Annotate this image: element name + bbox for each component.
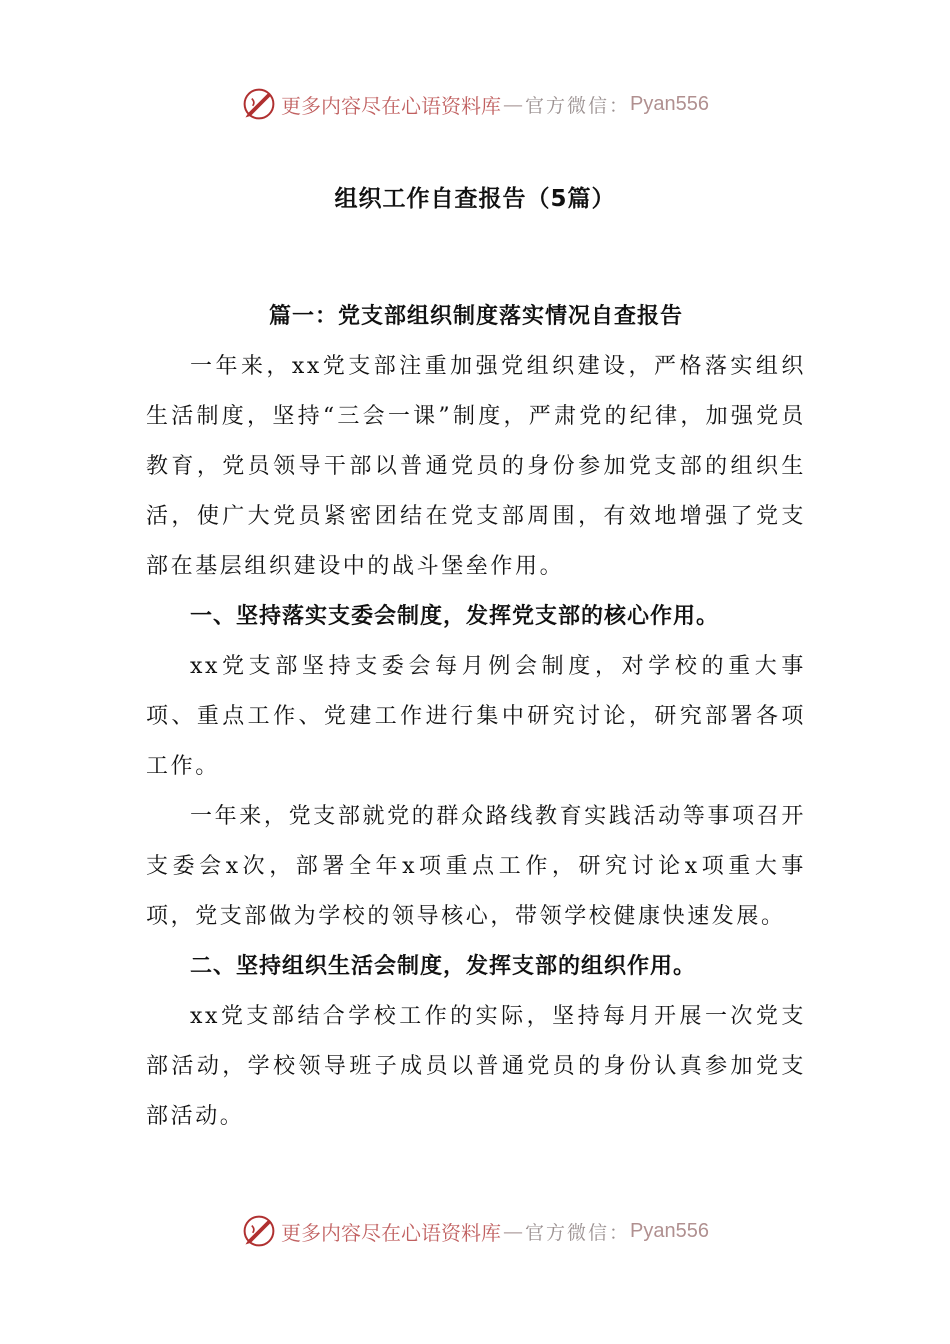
body-paragraph: xx党支部结合学校工作的实际，坚持每月开展一次党支部活动，学校领导班子成员以普通党员的身份认真参加党支部活动。 bbox=[146, 1004, 806, 1129]
watermark-id: Pyan556 bbox=[630, 92, 709, 115]
header-watermark bbox=[0, 84, 950, 124]
pen-logo-icon bbox=[241, 86, 277, 122]
watermark-label: 官方微信： bbox=[525, 94, 631, 117]
section-title: 篇一：党支部组织制度落实情况自查报告 bbox=[268, 304, 683, 329]
sub-heading: 一、坚持落实支委会制度，发挥党支部的核心作用。 bbox=[190, 604, 720, 629]
body-paragraph: 一年来，党支部就党的群众路线教育实践活动等事项召开支委会x次，部署全年x项重点工作，研究讨论x项重大事项，党支部做为学校的领导核心，带领学校健康快速发展。 bbox=[146, 804, 806, 929]
watermark-separator: — bbox=[503, 92, 523, 116]
document-body bbox=[146, 292, 806, 1142]
watermark-label: 官方微信： bbox=[525, 1221, 631, 1244]
watermark-id: Pyan556 bbox=[630, 1219, 709, 1242]
document-title: 组织工作自查报告（5篇） bbox=[334, 186, 616, 212]
watermark-separator: — bbox=[503, 1219, 523, 1243]
body-paragraph: 一年来，xx党支部注重加强党组织建设，严格落实组织生活制度，坚持“三会一课”制度，严肃党的纪律，加强党员教育，党员领导干部以普通党员的身份参加党支部的组织生活，使广大党员紧密团结在党支部周围，有效地增强了党支部在基层组织建设中的战斗堡垒作用。 bbox=[146, 354, 806, 579]
watermark-brand: 更多内容尽在心语资料库 bbox=[281, 1220, 501, 1245]
footer-watermark bbox=[0, 1211, 950, 1251]
body-paragraph: xx党支部坚持支委会每月例会制度，对学校的重大事项、重点工作、党建工作进行集中研究讨论，研究部署各项工作。 bbox=[146, 654, 806, 779]
pen-logo-icon bbox=[241, 1213, 277, 1249]
sub-heading: 二、坚持组织生活会制度，发挥支部的组织作用。 bbox=[190, 954, 697, 979]
watermark-brand: 更多内容尽在心语资料库 bbox=[281, 93, 501, 118]
